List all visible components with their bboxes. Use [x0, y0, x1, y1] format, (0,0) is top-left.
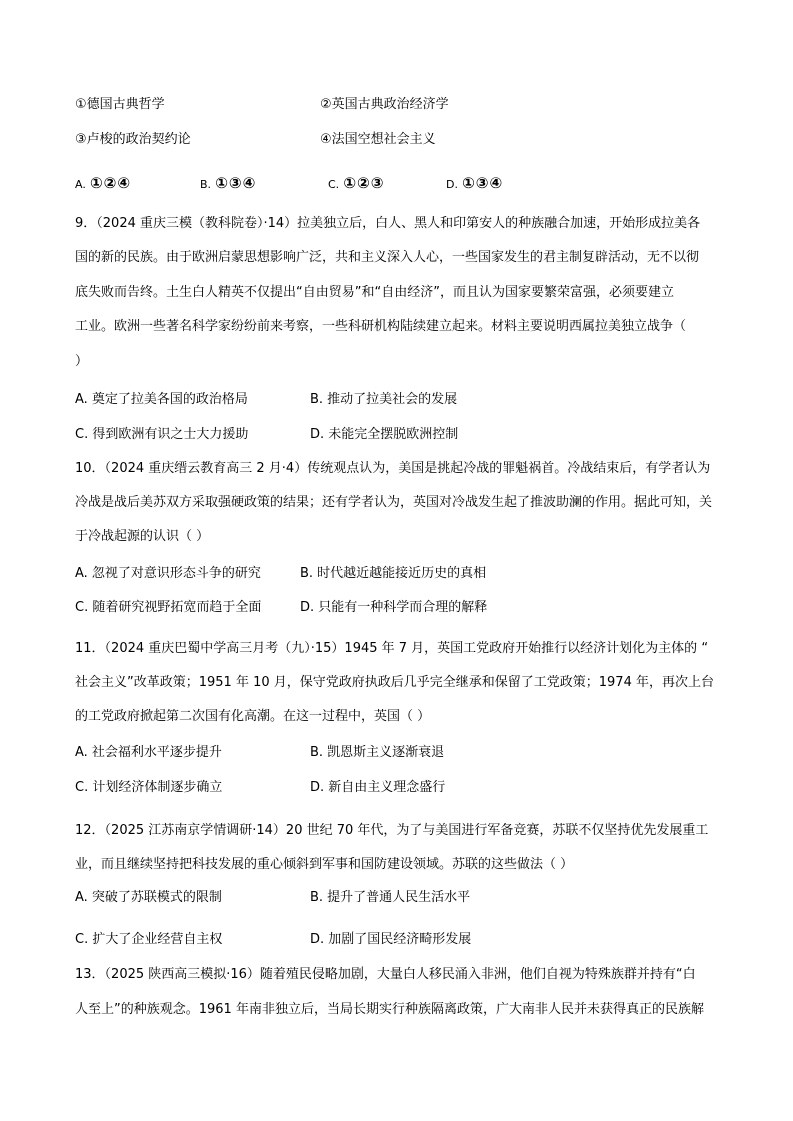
choice-d[interactable]: [446, 174, 503, 194]
choice-c[interactable]: [328, 174, 384, 194]
q12-line-2: 业，而且继续坚持把科技发展的重心倾斜到军事和国防建设领域。苏联的这些做法（ ）: [75, 857, 574, 872]
choice-value: ①②③: [343, 174, 385, 192]
choice-letter: A.: [75, 178, 86, 191]
choice-b[interactable]: [200, 174, 256, 194]
q11-option-b[interactable]: B. 凯恩斯主义逐渐衰退: [310, 745, 445, 760]
q10-line-3: 于冷战起源的认识（ ）: [75, 529, 210, 544]
q10-option-b[interactable]: B. 时代越近越能接近历史的真相: [300, 566, 487, 581]
q9-line-3: 底失败而告终。土生白人精英不仅提出“自由贸易”和“自由经济”，而且认为国家要繁荣富强，必须要建立: [75, 285, 674, 300]
q9-line-5: ）: [75, 354, 89, 369]
q13-line-1: 13．（2025 陕西高三模拟·16）随着殖民侵略加剧，大量白人移民涌入非洲，他们自视为特殊族群并持有“白: [75, 967, 696, 982]
choice-letter: C.: [328, 178, 340, 191]
statement-2: ②英国古典政治经济学: [320, 97, 449, 112]
q10-option-a[interactable]: A. 忽视了对意识形态斗争的研究: [75, 566, 261, 581]
q9-line-2: 国的新的民族。由于欧洲启蒙思想影响广泛，共和主义深入人心，一些国家发生的君主制复辟活动，无不以彻: [75, 250, 700, 265]
q9-option-c[interactable]: C. 得到欧洲有识之士大力援助: [75, 427, 249, 442]
q10-option-c[interactable]: C. 随着研究视野拓宽而趋于全面: [75, 600, 262, 615]
q11-line-3: 的工党政府掀起第二次国有化高潮。在这一过程中，英国（ ）: [75, 709, 431, 724]
q12-option-d[interactable]: D. 加剧了国民经济畸形发展: [310, 932, 472, 947]
q10-line-1: 10．（2024 重庆缙云教育高三 2 月·4）传统观点认为，美国是挑起冷战的罪魁祸首。冷战结束后，有学者认为: [75, 461, 711, 476]
q11-option-d[interactable]: D. 新自由主义理念盛行: [310, 780, 446, 795]
choice-value: ①③④: [215, 174, 257, 192]
q9-option-d[interactable]: D. 未能完全摆脱欧洲控制: [310, 427, 459, 442]
q12-line-1: 12．（2025 江苏南京学情调研·14）20 世纪 70 年代，为了与美国进行军备竞赛，苏联不仅坚持优先发展重工: [75, 823, 709, 838]
choice-letter: B.: [200, 178, 212, 191]
q9-line-4: 工业。欧洲一些著名科学家纷纷前来考察，一些科研机构陆续建立起来。材料主要说明西属拉美独立战争（: [75, 319, 687, 334]
q12-option-a[interactable]: A. 突破了苏联模式的限制: [75, 890, 222, 905]
q9-option-a[interactable]: A. 奠定了拉美各国的政治格局: [75, 392, 248, 407]
q11-line-1: 11．（2024 重庆巴蜀中学高三月考（九）·15）1945 年 7 月，英国工党政府开始推行以经济计划化为主体的 “: [75, 641, 709, 656]
statement-1: ①德国古典哲学: [75, 97, 165, 112]
q10-line-2: 冷战是战后美苏双方采取强硬政策的结果；还有学者认为，英国对冷战发生起了推波助澜的作用。据此可知，关: [75, 495, 713, 510]
choice-value: ①②④: [89, 174, 132, 192]
choice-a[interactable]: [75, 174, 131, 194]
q11-option-a[interactable]: A. 社会福利水平逐步提升: [75, 745, 222, 760]
q12-option-c[interactable]: C. 扩大了企业经营自主权: [75, 932, 223, 947]
statement-4: ④法国空想社会主义: [320, 132, 436, 147]
q9-line-1: 9．（2024 重庆三模（教科院卷）·14）拉美独立后，白人、黑人和印第安人的种族融合加速，开始形成拉美各: [75, 216, 701, 231]
q12-option-b[interactable]: B. 提升了普通人民生活水平: [310, 890, 471, 905]
choice-letter: D.: [446, 178, 458, 191]
q11-option-c[interactable]: C. 计划经济体制逐步确立: [75, 780, 223, 795]
choice-value: ①③④: [462, 174, 504, 192]
q9-option-b[interactable]: B. 推动了拉美社会的发展: [310, 392, 458, 407]
statement-3: ③卢梭的政治契约论: [75, 132, 191, 147]
q11-line-2: 社会主义”改革政策；1951 年 10 月，保守党政府执政后几乎完全继承和保留了工党政策；1974 年，再次上台: [75, 675, 714, 690]
q13-line-2: 人至上”的种族观念。1961 年南非独立后，当局长期实行种族隔离政策，广大南非人民并未获得真正的民族解: [75, 1002, 704, 1017]
q10-option-d[interactable]: D. 只能有一种科学而合理的解释: [300, 600, 488, 615]
